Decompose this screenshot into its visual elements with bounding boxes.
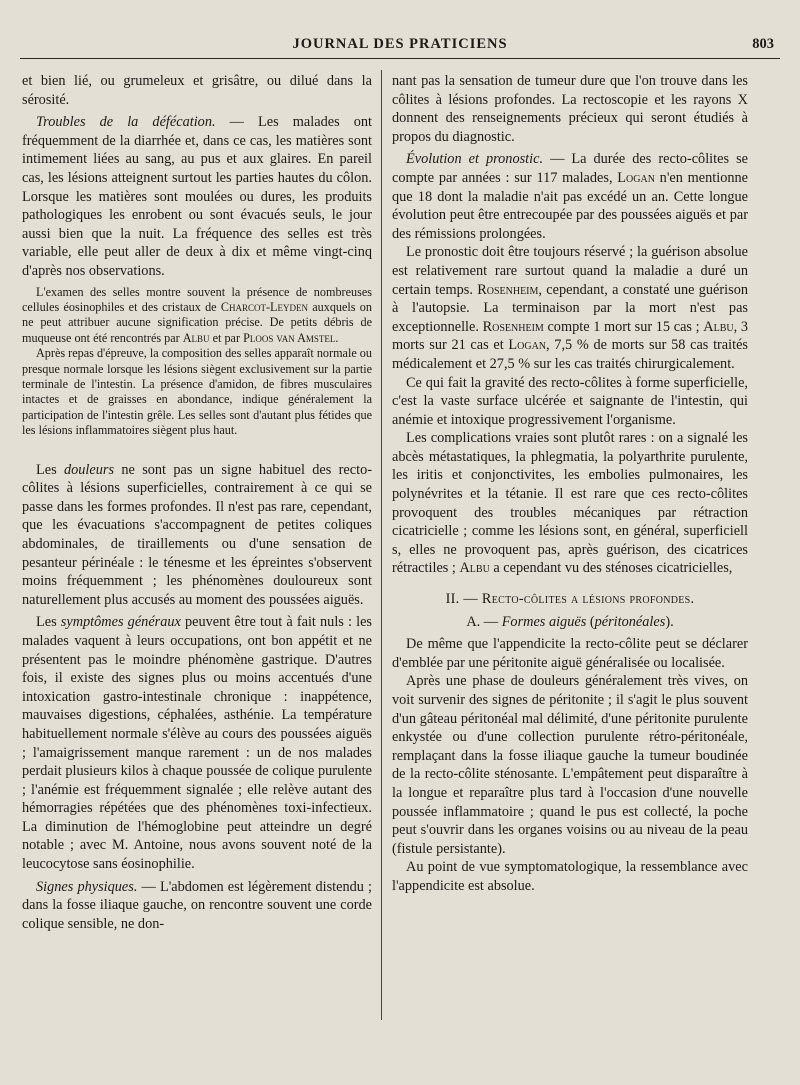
paragraph: Les symptômes généraux peuvent être tout à fait nuls : les malades vaquent à leurs occupations, ont bon appétit et ne présentent pas le moindre phénomène gastrique. D'autres fois, il existe des signes plus ou moins accentués d'une intoxication gastro-intestinale chronique : inappétence, mauvaises digestions, céphalées, asthénie. La température habituellement normale s'élève au cours des poussées aiguës ; l'amaigrissement manque rarement : un de nos malades perdait plusieurs kilos à chaque poussée de colique purulente ; l'anémie est fréquemment signalée ; elle relève autant des hémorragies répétées que des phénomènes toxi-infectieux. La diminution de l'hémoglobine peut atteindre un degré notable ; avec M. Antoine, nous avons souvent noté de la leucocytose sans éosinophilie. bbox=[22, 614, 372, 873]
paragraph: Ce qui fait la gravité des recto-côlites à forme superficielle, c'est la vaste surface ulcérée et saignante de l'intestin, qui anémie et intoxique progressivement l'organisme. bbox=[392, 374, 748, 428]
section-title: Troubles de la défécation. bbox=[36, 114, 216, 131]
paragraph: Après repas d'épreuve, la composition des selles apparaît normale ou presque normale lorsque les lésions siègent exclusivement sur la partie terminale de l'intestin. La présence d'amidon, de fibres musculaires intactes et de graisses en abondance, indique généralement la participation de l'intestin grêle. Les selles sont d'autant plus fétides que les lésions inflammatoires siègent plus haut. bbox=[22, 346, 372, 438]
paragraph: Évolution et pronostic. — La durée des recto-côlites se compte par années : sur 117 malades, Logan n'en mentionne que 18 dont la maladie n'ait pas excédé un an. Cette longue évolution peut être entrecoupée par des poussées aiguës et par des rémissions prolongées. bbox=[392, 151, 748, 242]
small-print-note bbox=[22, 285, 372, 439]
journal-title: JOURNAL DES PRATICIENS bbox=[292, 36, 508, 52]
header-rule bbox=[20, 58, 780, 59]
paragraph: Au point de vue symptomatologique, la ressemblance avec l'appendicite est absolue. bbox=[392, 859, 748, 894]
paragraph: Troubles de la défécation. — Les malades ont fréquemment de la diarrhée et, dans ce cas, les matières sont intimement liées au sang, au pus et aux glaires. En pareil cas, les lésions atteignent surtout les parties hautes du côlon. Lorsque les matières sont moulées ou dures, les produits pathologiques les enrobent ou sont évacués seuls, le jour aussi bien que la nuit. La fréquence des selles est très variable, elle peut aller de deux à dix et même vingt-cinq d'après nos observations. bbox=[22, 114, 372, 279]
section-title: Évolution et pronostic. bbox=[406, 151, 544, 168]
column-divider bbox=[381, 70, 382, 1020]
paragraph: Les douleurs ne sont pas un signe habituel des recto-côlites à lésions superficielles, contrairement à ce qui se passe dans les formes profondes. Il n'est pas rare, cependant, que les évacuations s'accompagnent de petites coliques abdominales, de tiraillements ou d'une sensation de pesanteur périnéale : le ténesme et les épreintes s'observent moins fréquemment ; les phénomènes douloureux sont naturellement plus accusés au moment des poussées aiguës. bbox=[22, 461, 372, 608]
paragraph: et bien lié, ou grumeleux et grisâtre, ou dilué dans la sérosité. bbox=[22, 73, 372, 108]
section-heading: II. — Recto-côlites a lésions profondes. bbox=[445, 591, 695, 608]
page-number: 803 bbox=[752, 36, 774, 52]
left-column bbox=[22, 72, 372, 933]
section-title: Signes physiques. bbox=[36, 878, 138, 895]
paragraph: De même que l'appendicite la recto-côlite peut se déclarer d'emblée par une péritonite aiguë généralisée ou localisée. bbox=[392, 636, 748, 671]
paragraph: Le pronostic doit être toujours réservé ; la guérison absolue est relativement rare surtout quand la maladie a duré un certain temps. Rosenheim, cependant, a constaté une guérison à l'autopsie. La terminaison par la mort n'est pas exceptionnelle. Rosenheim compte 1 mort sur 15 cas ; Albu, 3 morts sur 21 cas et Logan, 7,5 % de morts sur 58 cas traités médicalement et 27,5 % sur les cas traités chirurgicalement. bbox=[392, 244, 749, 372]
paragraph: nant pas la sensation de tumeur dure que l'on trouve dans les côlites à lésions profondes. La rectoscopie et les rayons X donnent des renseignements précieux qui seront étudiés à propos du diagnostic. bbox=[392, 73, 748, 145]
right-column bbox=[392, 72, 748, 896]
running-header bbox=[20, 30, 780, 60]
paragraph: Après une phase de douleurs généralement très vives, on voit survenir des signes de péritonite ; il s'agit le plus souvent d'un gâteau péritonéal mal délimité, d'une péritonite purulente enkystée ou d'une collection purulente rétro-péritonéale, remplaçant dans la fosse iliaque gauche la tumeur boudinée de la recto-côlite sténosante. L'empâtement peut disparaître à la longue et reparaître plus tard à l'occasion d'une nouvelle poussée inflammatoire ; quand le pus est collecté, la poche peut s'ouvrir dans les organes voisins ou au niveau de la peau (fistule persistante). bbox=[392, 673, 748, 857]
paragraph: Les complications vraies sont plutôt rares : on a signalé les abcès métastatiques, la phlegmatia, la polyarthrite purulente, les iritis et conjonctivites, les embolies pulmonaires, les polynévrites et la tétanie. Il est rare que ces recto-côlites provoquent des troubles mécaniques par rétraction cicatricielle ; comme les lésions sont, en général, superficiell s, elles ne provoquent pas, après guérison, des cicatrices rétractiles ; Albu a cependant vu des sténoses cicatricielles, bbox=[392, 430, 748, 577]
paragraph: Signes physiques. — L'abdomen est légèrement distendu ; dans la fosse iliaque gauche, on rencontre souvent une corde colique sensible, ne don- bbox=[22, 878, 372, 932]
paragraph: L'examen des selles montre souvent la présence de nombreuses cellules éosinophiles et des cristaux de Charcot-Leyden auxquels on ne peut attribuer aucune signification précise. De petits débris de muqueuse ont été rencontrés par Albu et par Ploos van Amstel. bbox=[22, 284, 372, 345]
subsection-heading: A. — Formes aiguës (péritonéales). bbox=[466, 613, 674, 630]
